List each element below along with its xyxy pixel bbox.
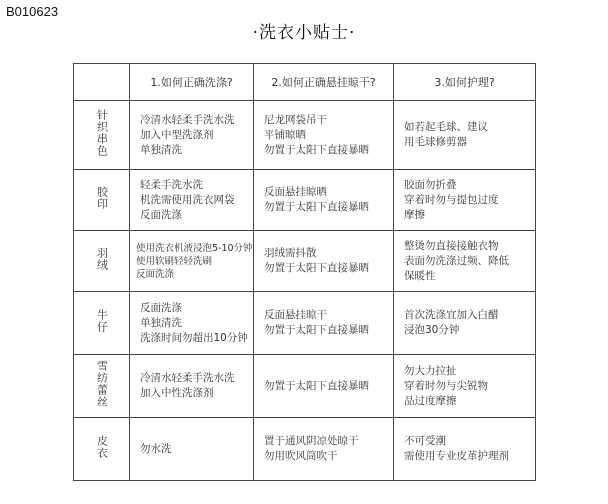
- wash-line: 加入中性洗涤剂: [140, 387, 214, 399]
- page-title: ·洗衣小贴士·: [252, 23, 356, 43]
- header-wash: 1.如何正确洗涤?: [130, 64, 254, 101]
- care-line: 如若起毛球、建议: [404, 121, 488, 133]
- wash-line: 使用软刷轻轻洗刷: [136, 255, 213, 267]
- dry-line: 勿置于太阳下直接暴晒: [264, 324, 369, 336]
- category-cell: [74, 231, 130, 292]
- care-cell: [394, 355, 536, 418]
- dry-line: 尼龙网袋吊干: [264, 113, 327, 126]
- care-line: 品过度摩擦: [404, 394, 457, 407]
- category-cell: [74, 170, 130, 231]
- wash-cell: [130, 231, 254, 292]
- dry-line: 置于通风阴凉处晾干: [264, 435, 359, 447]
- category-cell: [74, 355, 130, 418]
- wash-line: 加入中型洗涤剂: [140, 128, 214, 141]
- wash-line: 反面洗涤: [140, 301, 182, 314]
- table-row: [74, 231, 536, 292]
- care-cell: [394, 231, 536, 292]
- category-cell: [74, 292, 130, 355]
- wash-line: 单独清洗: [140, 143, 182, 156]
- wash-cell: [130, 292, 254, 355]
- wash-line: 反面洗涤: [136, 268, 175, 280]
- category-label: 针织串色: [95, 109, 109, 157]
- dry-line: 反面悬挂晾晒: [264, 186, 327, 198]
- table-header-row: [74, 64, 536, 101]
- dry-line: 平铺晾晒: [264, 128, 306, 141]
- category-label: 牛仔: [95, 309, 109, 333]
- dry-cell: [254, 355, 394, 418]
- table-row: [74, 418, 536, 481]
- care-line: 浸泡30分钟: [404, 324, 460, 336]
- dry-line: 勿置于太阳下直接暴晒: [264, 143, 369, 156]
- wash-line: 单独清洗: [140, 316, 182, 329]
- header-care: 3.如何护理?: [394, 64, 536, 101]
- dry-line: 勿置于太阳下直接暴晒: [264, 262, 369, 274]
- product-code: B010623: [6, 4, 59, 19]
- dry-cell: [254, 292, 394, 355]
- wash-cell: [130, 418, 254, 481]
- care-line: 胶面勿折叠: [404, 178, 457, 191]
- care-cell: [394, 292, 536, 355]
- care-line: 需使用专业皮革护理剂: [404, 450, 509, 462]
- wash-line: 轻柔手洗水洗: [140, 178, 203, 191]
- dry-line: 反面悬挂晾干: [264, 309, 327, 321]
- care-line: 穿着时勿与提包过度: [404, 193, 499, 206]
- wash-line: 洗涤时间勿超出10分钟: [140, 331, 248, 344]
- dry-line: 勿置于太阳下直接暴晒: [264, 201, 369, 213]
- care-cell: [394, 418, 536, 481]
- care-line: 表面勿洗涤过频、降低: [404, 254, 509, 267]
- care-line: 保暖性: [404, 269, 436, 282]
- dry-cell: [254, 418, 394, 481]
- care-line: 首次洗涤宜加入白醋: [404, 309, 499, 321]
- dry-line: 羽绒需抖散: [264, 247, 317, 259]
- care-line: 用毛球修剪器: [404, 136, 467, 148]
- care-cell: [394, 170, 536, 231]
- care-cell: [394, 101, 536, 170]
- dry-cell: [254, 101, 394, 170]
- wash-line: 勿水洗: [140, 442, 172, 455]
- dry-cell: [254, 231, 394, 292]
- care-line: 整烫勿直接接触衣物: [404, 239, 499, 252]
- care-line: 不可受潮: [404, 435, 446, 447]
- wash-line: 冷清水轻柔手洗水洗: [140, 372, 235, 384]
- category-label: 皮衣: [95, 435, 109, 459]
- wash-cell: [130, 170, 254, 231]
- dry-line: 勿置于太阳下直接暴晒: [264, 379, 369, 392]
- care-line: 穿着时勿与尖锐物: [404, 379, 488, 392]
- wash-cell: [130, 101, 254, 170]
- table-row: [74, 292, 536, 355]
- wash-line: 机洗需使用洗衣网袋: [140, 193, 235, 206]
- wash-cell: [130, 355, 254, 418]
- care-line: 勿大力拉扯: [404, 364, 457, 377]
- category-label: 羽绒: [95, 247, 109, 271]
- wash-line: 使用洗衣机液浸泡5-10分钟: [136, 242, 253, 254]
- dry-line: 勿用吹风筒吹干: [264, 450, 338, 462]
- care-tips-table: [73, 63, 536, 481]
- header-blank: [74, 64, 130, 101]
- table-row: [74, 355, 536, 418]
- category-label: 雪纺蕾丝: [95, 360, 109, 408]
- dry-cell: [254, 170, 394, 231]
- table-row: [74, 170, 536, 231]
- category-cell: [74, 418, 130, 481]
- header-dry: 2.如何正确悬挂晾干?: [254, 64, 394, 101]
- table-row: [74, 101, 536, 170]
- wash-line: 冷清水轻柔手洗水洗: [140, 113, 235, 126]
- wash-line: 反面洗涤: [140, 208, 182, 221]
- category-cell: [74, 101, 130, 170]
- care-line: 摩擦: [404, 208, 425, 221]
- category-label: 胶印: [95, 186, 109, 210]
